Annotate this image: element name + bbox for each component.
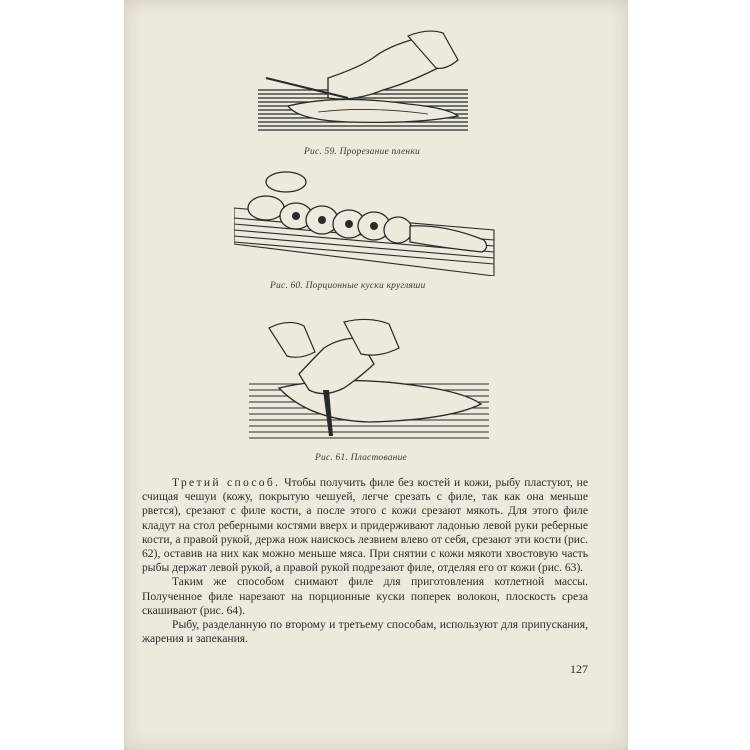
paragraph-1-lead: Третий способ. <box>172 476 281 489</box>
figure-61-caption: Рис. 61. Пластование <box>315 453 407 463</box>
figure-61-illustration <box>249 318 489 446</box>
paragraph-2: Таким же способом снимают филе для приготовления котлетной массы. Полученное филе нарезают на порционные куски поперек волокон, плоскость среза скашивают (рис. 64). <box>142 575 588 617</box>
paragraph-3: Рыбу, разделанную по второму и третьему способам, используют для припускания, жарения и запекания. <box>142 618 588 646</box>
figure-59-caption: Рис. 59. Прорезание пленки <box>304 147 420 157</box>
figure-60-illustration <box>234 168 498 276</box>
paragraph-1 <box>142 476 588 575</box>
figure-60-caption: Рис. 60. Порционные куски кругляши <box>270 281 426 291</box>
paragraph-1-text: Чтобы получить филе без костей и кожи, рыбу пластуют, не счищая чешуи (кожу, покрытую чешуей, легче срезать с филе, так как она меньше рвется), срезают с филе кости, а после этого с кожи срезают мякоть. Для этого филе кладут на стол реберными костями вверх и придерживают ладонью левой руки реберные кости, а правой рукой, держа нож наискось лезвием влево от себя, срезают эти кости (рис. 62), оставив на них как можно меньше мяса. При снятии с кожи мякоти хвостовую часть рыбы держат левой рукой, а правой рукой подрезают филе, отделяя его от кожи (рис. 63). <box>142 476 588 575</box>
page-number: 127 <box>570 662 588 676</box>
body-text <box>142 476 588 646</box>
figure-59-illustration <box>258 28 468 140</box>
